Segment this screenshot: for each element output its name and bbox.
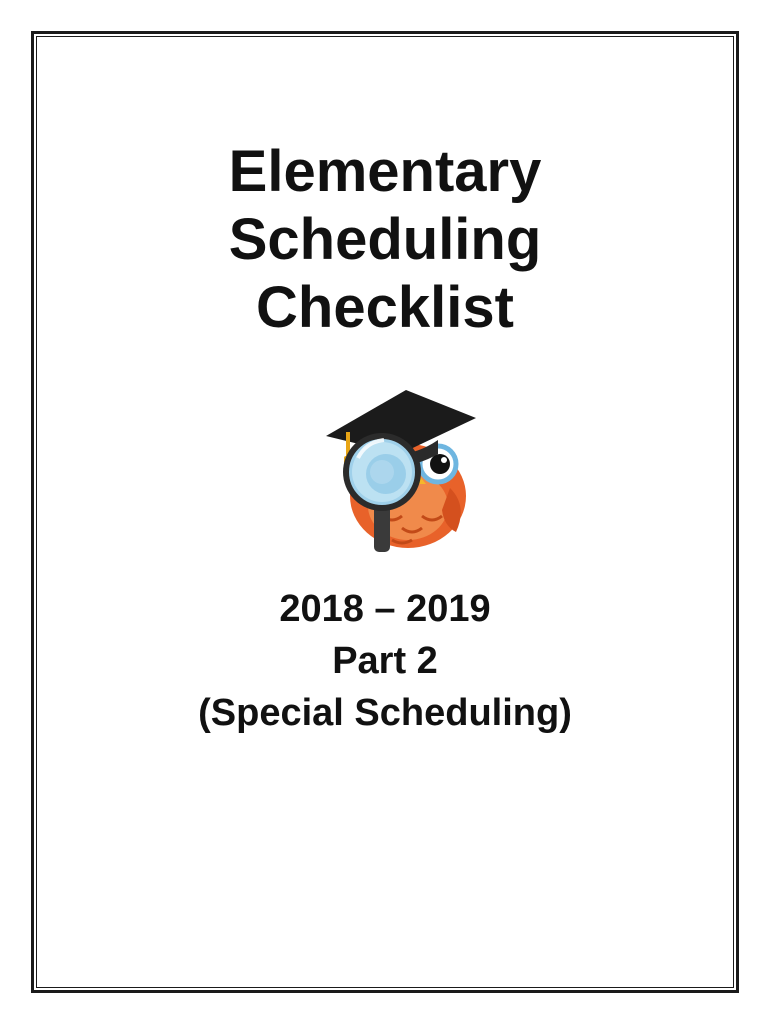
- title-line-3: Checklist: [256, 275, 514, 340]
- part-description: (Special Scheduling): [198, 692, 572, 734]
- title-line-1: Elementary: [228, 139, 542, 204]
- school-year: 2018 – 2019: [279, 588, 491, 630]
- document-title: [0, 138, 770, 342]
- owl-with-graduation-cap-and-magnifying-glass-icon: [322, 388, 482, 556]
- part-label: Part 2: [332, 640, 438, 682]
- document-subtitle: [0, 583, 770, 739]
- title-line-2: Scheduling: [228, 207, 542, 272]
